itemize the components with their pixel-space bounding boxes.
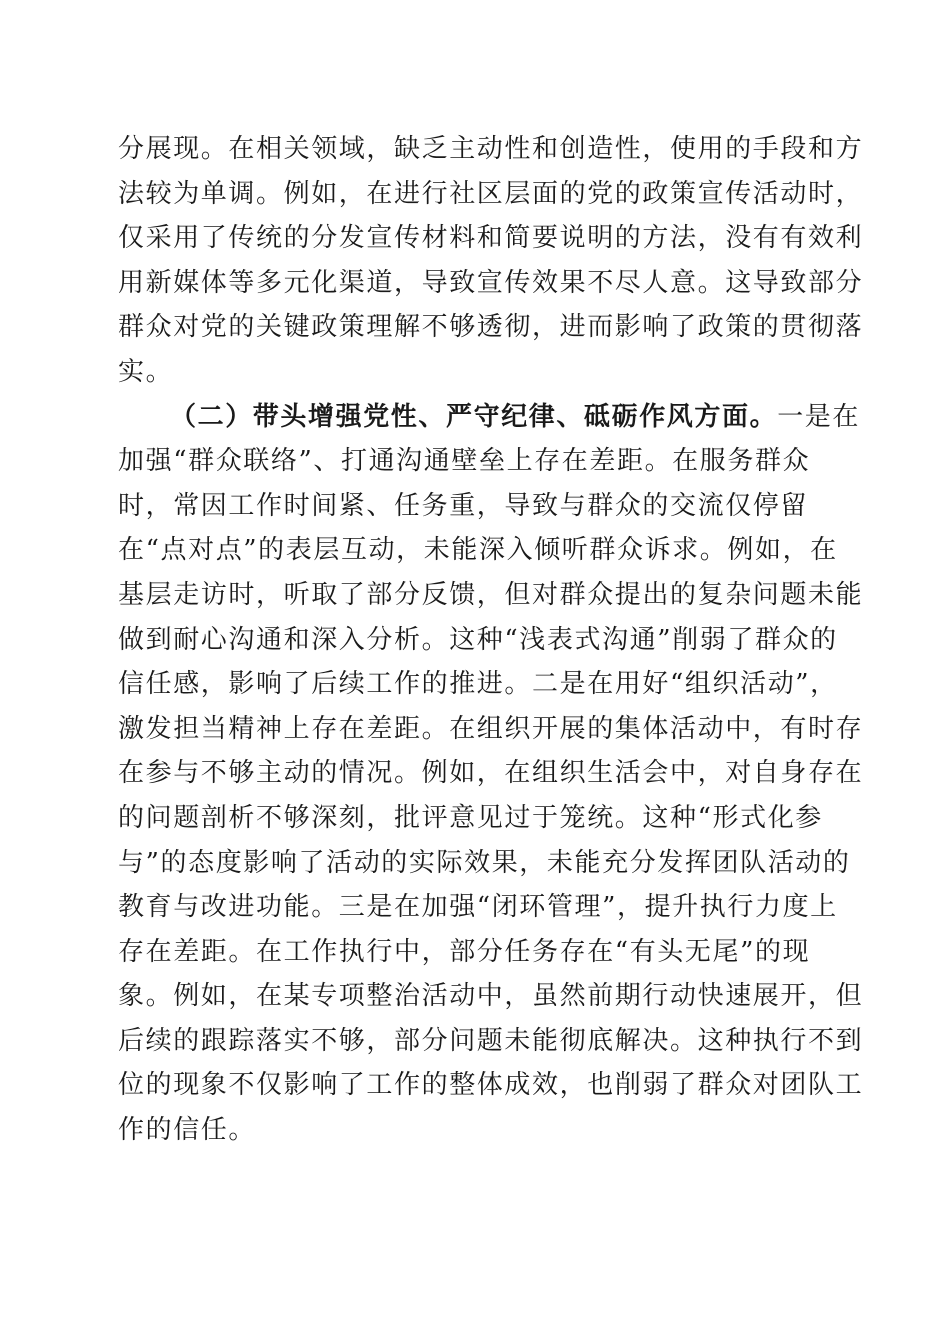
paragraph-1-line: 法较为单调。例如，在进行社区层面的党的政策宣传活动时， (118, 178, 864, 209)
section-heading-line (118, 395, 861, 440)
paragraph-1-line: 实。 (118, 356, 174, 387)
section-heading-rest: 一是在 (777, 401, 861, 432)
paragraph-2-line: 存在差距。在工作执行中，部分任务存在“有头无尾”的现 (118, 936, 811, 967)
paragraph-1-line: 分展现。在相关领域，缺乏主动性和创造性，使用的手段和方 (118, 134, 864, 164)
paragraph-2-line: 在参与不够主动的情况。例如，在组织生活会中，对自身存在 (118, 758, 864, 789)
paragraph-2-line: 基层走访时，听取了部分反馈，但对群众提出的复杂问题未能 (118, 579, 864, 610)
paragraph-2-line: 后续的跟踪落实不够，部分问题未能彻底解决。这种执行不到 (118, 1025, 864, 1056)
paragraph-2-line: 时，常因工作时间紧、任务重，导致与群众的交流仅停留 (118, 490, 809, 521)
document-body (118, 127, 864, 1153)
paragraph-1-line: 用新媒体等多元化渠道，导致宣传效果不尽人意。这导致部分 (118, 267, 864, 298)
paragraph-2-line: 信任感，影响了后续工作的推进。二是在用好“组织活动”， (118, 669, 838, 700)
paragraph-2-line: 的问题剖析不够深刻，批评意见过于笼统。这种“形式化参 (118, 802, 823, 833)
section-heading: （二）带头增强党性、严守纪律、砥砺作风方面。 (170, 401, 778, 432)
paragraph-2-line: 教育与改进功能。三是在加强“闭环管理”，提升执行力度上 (118, 892, 838, 923)
paragraph-2-line: 位的现象不仅影响了工作的整体成效，也削弱了群众对团队工 (118, 1070, 864, 1101)
paragraph-1-line: 仅采用了传统的分发宣传材料和简要说明的方法，没有有效利 (118, 223, 864, 254)
paragraph-2-line: 与”的态度影响了活动的实际效果，未能充分发挥团队活动的 (118, 847, 851, 878)
paragraph-2-line: 激发担当精神上存在差距。在组织开展的集体活动中，有时存 (118, 713, 864, 744)
paragraph-2-line: 做到耐心沟通和深入分析。这种“浅表式沟通”削弱了群众的 (118, 624, 838, 655)
paragraph-1-line: 群众对党的关键政策理解不够透彻，进而影响了政策的贯彻落 (118, 312, 864, 343)
paragraph-2-line: 加强“群众联络”、打通沟通壁垒上存在差距。在服务群众 (118, 446, 811, 477)
paragraph-2-line: 作的信任。 (118, 1115, 257, 1146)
paragraph-2-line: 在“点对点”的表层互动，未能深入倾听群众诉求。例如，在 (118, 535, 838, 566)
paragraph-2-line: 象。例如，在某专项整治活动中，虽然前期行动快速展开，但 (118, 981, 864, 1012)
